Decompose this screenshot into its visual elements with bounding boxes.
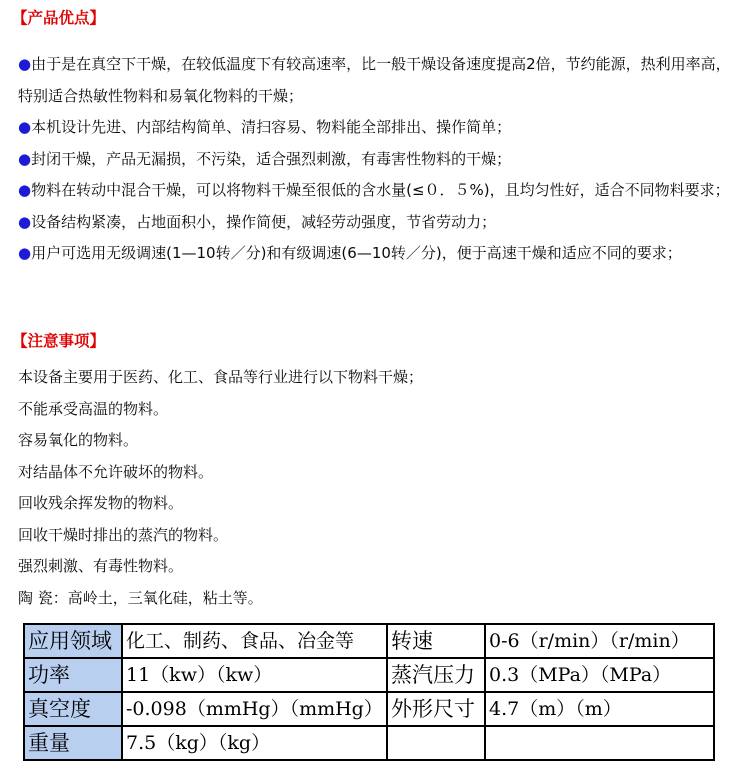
list-item: 回收残余挥发物的物料。 xyxy=(18,494,184,512)
table-row xyxy=(24,624,714,658)
spec-label xyxy=(387,726,485,760)
list-item xyxy=(18,207,740,239)
table-row xyxy=(24,726,714,760)
spec-value: 化工、制药、食品、冶金等 xyxy=(122,624,387,658)
advantage-text: 用户可选用无级调速(1—10转／分)和有级调速(6—10转／分)，便于高速干燥和适应不同的要求； xyxy=(31,244,682,262)
spec-label: 蒸汽压力 xyxy=(387,658,485,692)
list-item xyxy=(18,112,740,144)
bullet-dot-icon: ● xyxy=(18,55,32,73)
bullet-dot-icon: ● xyxy=(18,212,32,231)
advantage-text: 设备结构紧凑，占地面积小，操作简便，减轻劳动强度，节省劳动力； xyxy=(31,212,497,231)
list-item: 对结晶体不允许破坏的物料。 xyxy=(18,462,214,481)
advantages-title: 【产品优点】 xyxy=(12,9,106,27)
advantages-list xyxy=(18,49,740,270)
spec-value: -0.098（mmHg）（mmHg） xyxy=(122,692,387,726)
advantage-text: 物料在转动中混合干燥，可以将物料干燥至很低的含水量(≤０．５%)，且均匀性好，适合不同物料要求； xyxy=(31,181,730,199)
bullet-dot-icon: ● xyxy=(18,181,32,199)
list-item: 陶 瓷：高岭土，三氧化硅，粘土等。 xyxy=(18,588,263,607)
bullet-dot-icon: ● xyxy=(18,244,32,262)
spec-label: 功率 xyxy=(24,658,122,692)
spec-label: 应用领域 xyxy=(24,624,122,658)
list-item xyxy=(18,144,740,176)
spec-value: 7.5（kg）（kg） xyxy=(122,726,387,760)
list-item xyxy=(18,49,740,112)
spec-label: 转速 xyxy=(387,624,485,658)
spec-label: 重量 xyxy=(24,726,122,760)
spec-label: 真空度 xyxy=(24,692,122,726)
notes-title: 【注意事项】 xyxy=(12,332,106,350)
spec-value: 0.3（MPa）（MPa） xyxy=(485,658,714,692)
spec-table xyxy=(23,623,715,761)
advantage-text: 封闭干燥，产品无漏损，不污染，适合强烈刺激，有毒害性物料的干燥； xyxy=(31,149,512,168)
bullet-dot-icon: ● xyxy=(18,149,32,168)
list-item xyxy=(18,238,740,270)
spec-value xyxy=(485,726,714,760)
spec-value: 0-6（r/min）（r/min） xyxy=(485,624,714,658)
list-item: 回收干燥时排出的蒸汽的物料。 xyxy=(18,525,229,544)
list-item xyxy=(18,175,740,207)
spec-label: 外形尺寸 xyxy=(387,692,485,726)
advantage-text: 本机设计先进、内部结构简单、清扫容易、物料能全部排出、操作简单； xyxy=(31,118,512,136)
list-item: 本设备主要用于医药、化工、食品等行业进行以下物料干燥； xyxy=(18,368,424,386)
table-row xyxy=(24,692,714,726)
spec-value: 11（kw）（kw） xyxy=(122,658,387,692)
bullet-dot-icon: ● xyxy=(18,118,32,136)
table-row xyxy=(24,658,714,692)
list-item: 容易氧化的物料。 xyxy=(18,431,139,449)
spec-value: 4.7（m）（m） xyxy=(485,692,714,726)
advantage-text: 由于是在真空下干燥，在较低温度下有较高速率，比一般干燥设备速度提高2倍，节约能源，热利用率高，特别适合热敏性物料和易氧化物料的干燥； xyxy=(18,55,731,105)
notes-list xyxy=(18,362,740,614)
list-item: 不能承受高温的物料。 xyxy=(18,399,169,418)
list-item: 强烈刺激、有毒性物料。 xyxy=(18,557,184,575)
